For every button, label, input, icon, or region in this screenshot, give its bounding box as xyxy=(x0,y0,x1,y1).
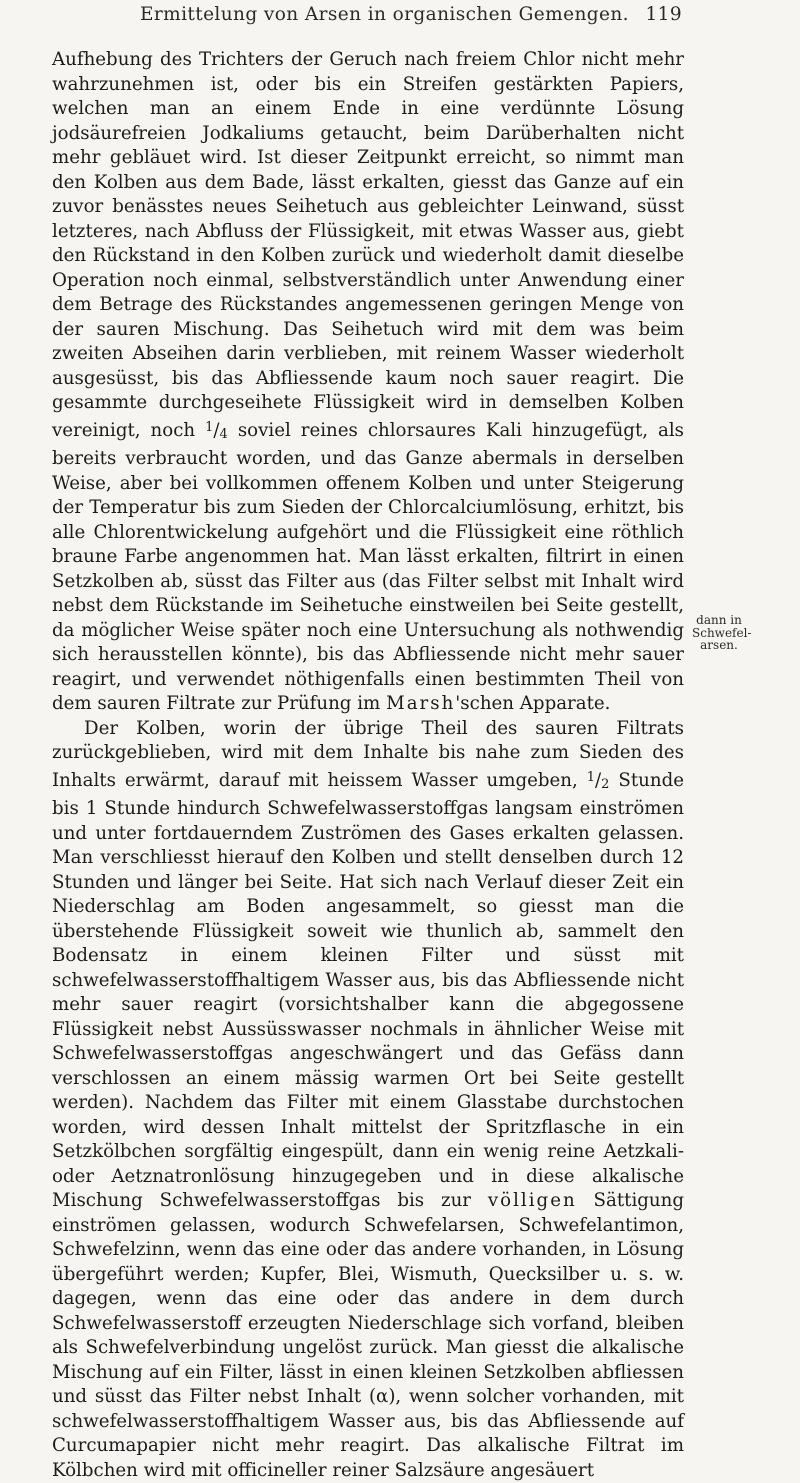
fraction-slash: / xyxy=(213,420,219,441)
page-number: 119 xyxy=(645,4,682,25)
fraction-numerator: 1 xyxy=(587,770,595,785)
fraction-denominator: 2 xyxy=(601,777,609,792)
paragraph-1-text-c: 'schen Apparate. xyxy=(455,693,610,714)
margin-note-line: arsen. xyxy=(692,639,746,652)
fraction-slash: / xyxy=(595,770,601,791)
emphasis-voelligen: völligen xyxy=(488,1190,577,1211)
body-text xyxy=(52,48,684,1483)
paragraph-2-text-c: Sättigung einströmen gelassen, wodurch Schwefelarsen, Schwefelantimon, Schwefelzinn, wenn das eine oder das andere vorhanden, in Lösung übergeführt werden; Kupfer, Blei, Wismuth, Quecksilber u. s. w. dagegen, wenn das eine oder das andere in dem durch Schwefelwasserstoff erzeugten Niederschlage sich vorfand, bleiben als Schwefelverbindung ungelöst zurück. Man giesst die alkalische Mischung auf ein Filter, lässt in einen kleinen Setzkolben abfliessen und süsst das Filter nebst Inhalt (α), wenn solcher vorhanden, mit schwefelwasserstoffhaltigem Wasser aus, bis das Abfliessende auf Curcumapapier nicht mehr reagirt. Das alkalische Filtrat im Kölbchen wird mit officineller reiner Salzsäure angesäuert xyxy=(52,1190,684,1481)
margin-note-line: Schwefel- xyxy=(692,627,746,640)
paragraph-1 xyxy=(52,48,684,717)
paragraph-2-text-a: Der Kolben, worin der übrige Theil des sauren Filtrats zurückgeblieben, wird mit dem Inhalte bis nahe zum Sieden des Inhalts erwärmt, darauf mit heissem Wasser umgeben, xyxy=(52,718,684,791)
running-title: Ermittelung von Arsen in organischen Gemengen. xyxy=(140,4,629,25)
paragraph-1-text-a: Aufhebung des Trichters der Geruch nach freiem Chlor nicht mehr wahrzunehmen ist, oder bis ein Streifen gestärkten Papiers, welchen man an einem Ende in eine verdünnte Lösung jodsäurefreien Jodkaliums getaucht, beim Darüberhalten nicht mehr gebläuet wird. Ist dieser Zeitpunkt erreicht, so nimmt man den Kolben aus dem Bade, lässt erkalten, giesst das Ganze auf ein zuvor benässtes neues Seihetuch aus gebleichter Leinwand, süsst letzteres, nach Abfluss der Flüssigkeit, mit etwas Wasser aus, giebt den Rückstand in den Kolben zurück und wiederholt damit dieselbe Operation noch einmal, selbstverständlich unter Anwendung einer dem Betrage des Rückstandes angemessenen geringen Menge von der sauren Mischung. Das Seihetuch wird mit dem was beim zweiten Abseihen darin verblieben, mit reinem Wasser wiederholt ausgesüsst, bis das Abfliessende kaum noch sauer reagirt. Die gesammte durchgeseihete Flüssigkeit wird in demselben Kolben vereinigt, noch xyxy=(52,49,684,441)
margin-note xyxy=(692,614,746,652)
paragraph-1-text-b: soviel reines chlorsaures Kali hinzugefügt, als bereits verbraucht worden, und das Ganze abermals in derselben Weise, aber bei vollkommen offenem Kolben und unter Steigerung der Temperatur bis zum Sieden der Chlorcalciumlösung, erhitzt, bis alle Chlorentwickelung aufgehört und die Flüssigkeit eine röthlich braune Farbe angenommen hat. Man lässt erkalten, filtrirt in einen Setzkolben ab, süsst das Filter aus (das Filter selbst mit Inhalt wird nebst dem Rückstande im Seihetuche einstweilen bei Seite gestellt, da möglicher Weise später noch eine Untersuchung als nothwendig sich herausstellen könnte), bis das Abfliessende nicht mehr sauer reagirt, und verwendet nöthigenfalls einen bestimmten Theil von dem sauren Filtrate zur Prüfung im xyxy=(52,420,684,715)
paragraph-2 xyxy=(52,717,684,1483)
fraction-denominator: 4 xyxy=(220,427,228,442)
fraction-numerator: 1 xyxy=(205,420,213,435)
paragraph-2-text-b: Stunde bis 1 Stunde hindurch Schwefelwasserstoffgas langsam einströmen und unter fortdauerndem Zuströmen des Gases erkalten gelassen. Man verschliesst hierauf den Kolben und stellt denselben durch 12 Stunden und länger bei Seite. Hat sich nach Verlauf dieser Zeit ein Niederschlag am Boden angesammelt, so giesst man die überstehende Flüssigkeit soweit wie thunlich ab, sammelt den Bodensatz in einem kleinen Filter und süsst mit schwefelwasserstoffhaltigem Wasser aus, bis das Abfliessende nicht mehr sauer reagirt (vorsichtshalber kann die abgegossene Flüssigkeit nebst Aussüsswasser nochmals in ähnlicher Weise mit Schwefelwasserstoffgas angeschwängert und das Gefäss dann verschlossen an einem mässig warmen Ort bei Seite gestellt werden). Nachdem das Filter mit einem Glasstabe durchstochen worden, wird dessen Inhalt mittelst der Spritzflasche in ein Setzkölbchen sorgfältig eingespült, dann ein wenig reine Aetzkali- oder Aetznatronlösung hinzugegeben und in diese alkalische Mischung Schwefelwasserstoffgas bis zur xyxy=(52,770,684,1212)
margin-note-line: dann in xyxy=(692,614,746,627)
marsh-name: Marsh xyxy=(386,693,455,714)
